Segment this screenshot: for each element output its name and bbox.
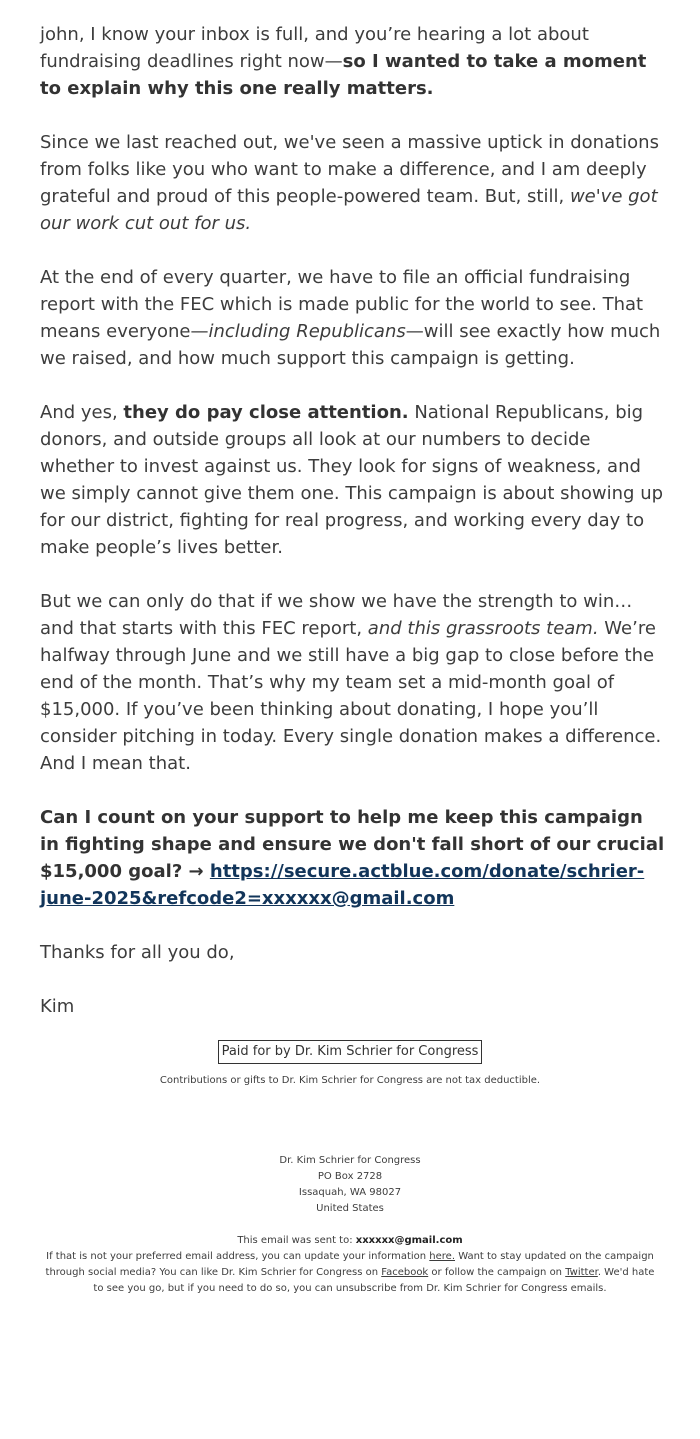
sent-to-email: xxxxxx@gmail.com: [355, 1235, 463, 1246]
attention-text-end: National Republicans, big donors, and outside groups all look at our numbers to decide whether to invest against us. They look for signs of weakness, and we simply cannot give them one. This campaign is about showing up for our district, fighting for real progress, and working every day to make people’s lives better.: [40, 402, 664, 558]
address-name: Dr. Kim Schrier for Congress: [279, 1155, 421, 1166]
intro-text: john, I know your inbox is full, and you’re hearing a lot about fundraising deadlines right now—: [40, 24, 589, 72]
twitter-link[interactable]: Twitter: [565, 1267, 598, 1278]
paid-for-section: [40, 1040, 660, 1064]
ask-bold-text: Can I count on your support to help me keep this campaign in fighting shape and ensure we don't fall short of our crucial $15,000 goal? →: [40, 807, 665, 882]
paragraph-ask: [40, 804, 665, 912]
uptick-italic-text: we've got our work cut out for us.: [40, 186, 658, 234]
paragraph-intro: [40, 21, 665, 102]
uptick-text: Since we last reached out, we've seen a massive uptick in donations from folks like you who want to make a difference, and I am deeply grateful and proud of this people-powered team. But, still,: [40, 132, 659, 207]
info-text-b: Want to stay updated on the campaign through social media? You can like Dr. Kim Schrier for Congress on: [45, 1251, 654, 1278]
paragraph-fec-report: [40, 264, 665, 372]
closing-text: Thanks for all you do,: [40, 942, 235, 963]
signature: Kim: [40, 996, 75, 1017]
intro-bold-text: so I wanted to take a moment to explain why this one really matters.: [40, 51, 647, 99]
info-text-d: . We'd hate to see you go, but if you need to do so, you can unsubscribe from Dr. Kim Schrier for Congress emails.: [93, 1267, 655, 1294]
attention-bold-text: they do pay close attention.: [123, 402, 409, 423]
attention-text: And yes,: [40, 402, 124, 423]
paragraph-goal: [40, 588, 665, 777]
address-line1: PO Box 2728: [317, 1171, 383, 1182]
paragraph-attention: [40, 399, 665, 561]
facebook-link[interactable]: Facebook: [381, 1267, 429, 1278]
fec-text: At the end of every quarter, we have to file an official fundraising report with the FEC which is made public for the world to see. That means everyone—: [40, 267, 644, 342]
sent-to-label: This email was sent to:: [237, 1235, 356, 1246]
email-info: [40, 1233, 660, 1297]
email-body: [40, 21, 665, 1047]
tax-disclaimer: Contributions or gifts to Dr. Kim Schrier for Congress are not tax deductible.: [159, 1075, 541, 1086]
fec-text-end: —will see exactly how much we raised, and how much support this campaign is getting.: [40, 321, 661, 369]
paid-for-box: Paid for by Dr. Kim Schrier for Congress: [218, 1040, 483, 1064]
goal-text: But we can only do that if we show we have the strength to win…and that starts with this FEC report,: [40, 591, 633, 639]
preferences-text: [40, 1249, 660, 1297]
address-line2: Issaquah, WA 98027: [298, 1187, 402, 1198]
goal-text-end: We’re halfway through June and we still have a big gap to close before the end of the month. That’s why my team set a mid-month goal of $15,000. If you’ve been thinking about donating, I hope you’ll consider pitching in today. Every single donation makes a difference. And I mean that.: [40, 618, 662, 774]
info-text-c: or follow the campaign on: [428, 1267, 566, 1278]
paragraph-uptick: [40, 129, 665, 237]
sent-to-line: [40, 1233, 660, 1249]
address-country: United States: [316, 1203, 384, 1214]
fec-italic-text: including Republicans: [208, 321, 406, 342]
info-text-a: If that is not your preferred email address, you can update your information: [46, 1251, 430, 1262]
mailing-address: [40, 1153, 660, 1217]
update-info-link[interactable]: here.: [429, 1251, 456, 1262]
donate-link[interactable]: https://secure.actblue.com/donate/schrier-june-2025&refcode2=xxxxxx@gmail.com: [40, 861, 645, 909]
goal-italic-text: and this grassroots team.: [367, 618, 599, 639]
